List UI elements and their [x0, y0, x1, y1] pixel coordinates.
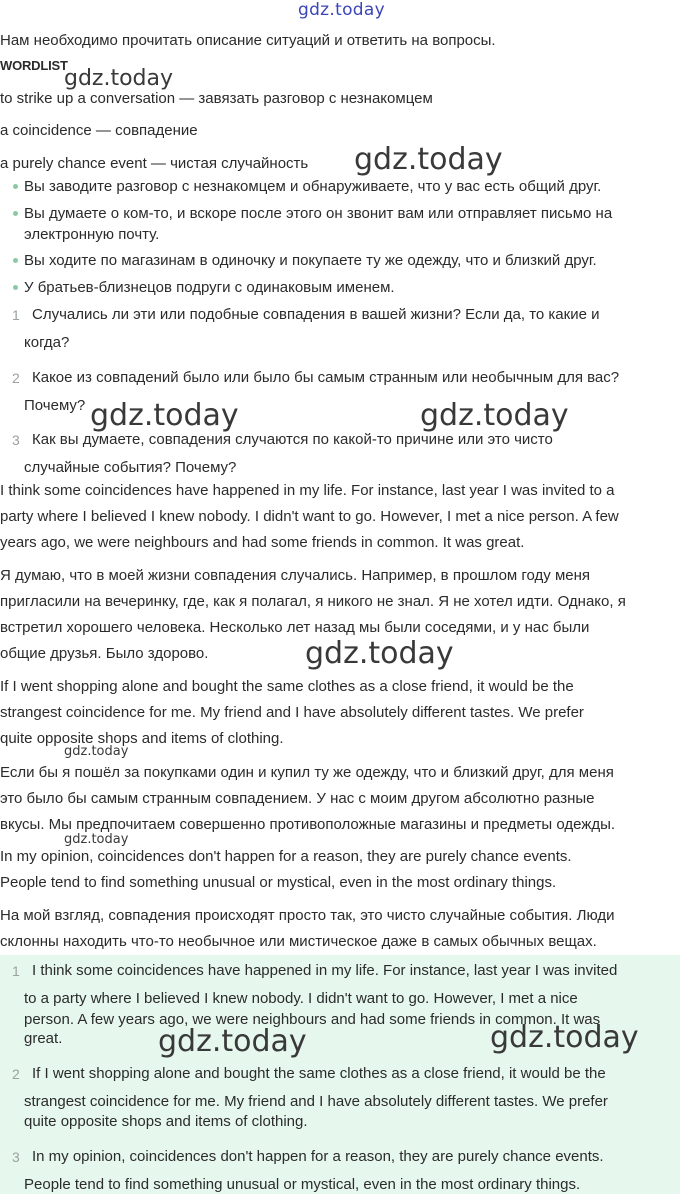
summary-line: person. A few years ago, we were neighbours and had some friends in common. It was	[24, 1011, 601, 1028]
watermark: gdz.today	[305, 636, 454, 671]
watermark: gdz.today	[64, 744, 129, 759]
answer-line: strangest coincidence for me. My friend and I have absolutely different tastes. We prefer	[0, 704, 584, 721]
question-line: Какое из совпадений было или было бы самым странным или необычным для вас?	[32, 369, 620, 386]
bullet-icon	[12, 257, 20, 265]
answer-line: years ago, we were neighbours and had some friends in common. It was great.	[0, 534, 525, 551]
situation-line: Вы заводите разговор с незнакомцем и обнаруживаете, что у вас есть общий друг.	[24, 178, 602, 195]
question-number: 2	[12, 370, 20, 386]
situation-line: Вы ходите по магазинам в одиночку и покупаете ту же одежду, что и близкий друг.	[24, 252, 597, 269]
summary-line: to a party where I believed I knew nobody. I didn't want to go. However, I met a nice	[24, 990, 578, 1007]
answer-line: вкусы. Мы предпочитаем совершенно противоположные магазины и предметы одежды.	[0, 816, 616, 833]
answer-line: встретил хорошего человека. Несколько лет назад мы были соседями, и у нас были	[0, 619, 590, 636]
summary-line: People tend to find something unusual or mystical, even in the most ordinary things.	[24, 1176, 581, 1193]
answer-line: Я думаю, что в моей жизни совпадения случались. Например, в прошлом году меня	[0, 567, 591, 584]
summary-line: great.	[24, 1030, 63, 1047]
wordlist-title: WORDLIST	[0, 58, 68, 73]
situation-line: У братьев-близнецов подруги с одинаковым именем.	[24, 279, 395, 296]
question-line: случайные события? Почему?	[24, 459, 237, 476]
watermark: gdz.today	[354, 142, 503, 177]
answer-line: party where I believed I knew nobody. I didn't want to go. However, I met a nice person. A few	[0, 508, 619, 525]
wordlist-item: to strike up a conversation — завязать разговор с незнакомцем	[0, 90, 433, 107]
watermark: gdz.today	[490, 1020, 639, 1055]
summary-line: quite opposite shops and items of clothing.	[24, 1113, 308, 1130]
bullet-icon	[12, 284, 20, 292]
summary-number: 1	[12, 963, 20, 979]
answer-line: People tend to find something unusual or mystical, even in the most ordinary things.	[0, 874, 557, 891]
question-number: 3	[12, 432, 20, 448]
answer-line: If I went shopping alone and bought the same clothes as a close friend, it would be the	[0, 678, 574, 695]
bullet-icon	[12, 210, 20, 218]
wordlist-item: a purely chance event — чистая случайность	[0, 155, 309, 172]
answer-line: I think some coincidences have happened in my life. For instance, last year I was invited to a	[0, 482, 615, 499]
watermark: gdz.today	[64, 66, 174, 91]
question-line: Почему?	[24, 397, 86, 414]
answer-line: In my opinion, coincidences don't happen for a reason, they are purely chance events.	[0, 848, 572, 865]
summary-number: 2	[12, 1066, 20, 1082]
bullet-icon	[12, 183, 20, 191]
watermark: gdz.today	[420, 398, 569, 433]
answer-line: пригласили на вечеринку, где, как я полагал, я никого не знал. Я не хотел идти. Однако, я	[0, 593, 626, 610]
wordlist-item: a coincidence — совпадение	[0, 122, 198, 139]
watermark: gdz.today	[158, 1024, 307, 1059]
situation-line: Вы думаете о ком-то, и вскоре после этого он звонит вам или отправляет письмо на	[24, 205, 613, 222]
answer-line: quite opposite shops and items of clothing.	[0, 730, 284, 747]
summary-number: 3	[12, 1149, 20, 1165]
situation-line: электронную почту.	[24, 226, 160, 243]
header-watermark: gdz.today	[298, 0, 385, 20]
question-number: 1	[12, 307, 20, 323]
answer-line: Если бы я пошёл за покупками один и купил ту же одежду, что и близкий друг, для меня	[0, 764, 614, 781]
question-line: Случались ли эти или подобные совпадения в вашей жизни? Если да, то какие и	[32, 306, 600, 323]
summary-line: In my opinion, coincidences don't happen for a reason, they are purely chance events.	[32, 1148, 604, 1165]
answer-line: общие друзья. Было здорово.	[0, 645, 209, 662]
summary-line: If I went shopping alone and bought the same clothes as a close friend, it would be the	[32, 1065, 606, 1082]
watermark: gdz.today	[90, 398, 239, 433]
watermark: gdz.today	[64, 832, 129, 847]
answer-line: это было бы самым странным совпадением. У нас с моим другом абсолютно разные	[0, 790, 595, 807]
summary-line: I think some coincidences have happened in my life. For instance, last year I was invited	[32, 962, 618, 979]
intro-text: Нам необходимо прочитать описание ситуаций и ответить на вопросы.	[0, 32, 496, 49]
answer-line: На мой взгляд, совпадения происходят просто так, это чисто случайные события. Люди	[0, 907, 615, 924]
question-line: когда?	[24, 334, 70, 351]
question-line: Как вы думаете, совпадения случаются по какой-то причине или это чисто	[32, 431, 553, 448]
answer-line: склонны находить что-то необычное или мистическое даже в самых обычных вещах.	[0, 933, 597, 950]
summary-line: strangest coincidence for me. My friend and I have absolutely different tastes. We prefer	[24, 1093, 608, 1110]
